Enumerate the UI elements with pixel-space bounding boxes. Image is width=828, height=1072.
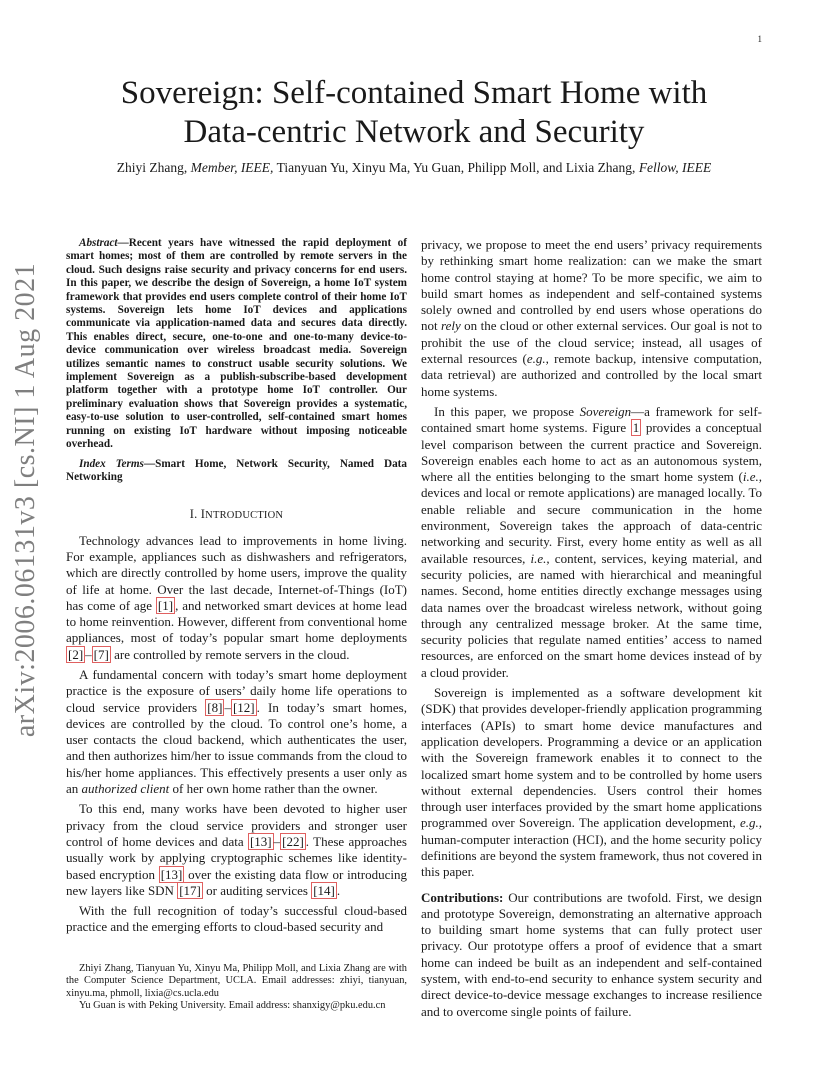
intro-paragraph-1 [66,533,407,663]
abstract-text: —Recent years have witnessed the rapid deployment of smart homes; most of them are controlled by remote servers in the cloud. Such designs raise security and privacy concerns for end users. In this paper, we describe the design of Sovereign, a home IoT system framework that provides end users complete control of their home IoT systems. Sovereign lets home IoT devices and applications communicate via application-named data and secures data directly. This enables direct, secure, one-to-one and one-to-many device-to-device communication over wireless broadcast media. Sovereign utilizes semantic names to construct usable security solutions. We implement Sovereign as a publish-subscribe-based development platform together with a prototype home IoT controller. Our preliminary evaluation shows that Sovereign provides a systematic, easy-to-use solution to user-controlled, self-contained smart homes running on existing IoT hardware without imposing noticeable overhead. [66,237,407,451]
arxiv-stamp [4,220,48,780]
emphasis: authorized client [81,781,170,797]
right-paragraph-3 [421,685,762,881]
text-run: of her own home rather than the owner. [169,781,378,797]
section-number: I. [189,507,201,522]
citation-link[interactable]: [13] [160,866,183,882]
emphasis: i.e., [742,469,762,485]
text-run: devices and local or remote applications) are managed locally. To enable reliable and secure communication in the home environment, Sovereign takes the approach of data-centric networking and security. First, every home entity as well as all available resources, [421,485,762,566]
section-first-letter: I [200,507,206,522]
title-line-2: Data-centric Network and Security [183,114,645,150]
text-run: or auditing services [202,882,312,898]
text-run: remote backup, intensive computation, data retrieval) are authorized and controlled by the local smart home systems. [421,351,762,399]
text-run: content, services, keying material, and security policies, are named with hierarchical and meaningful names. Second, home entities directly exchange messages using data names over the broadcast wireless network, without going through any centralized message broker. At the same time, security policies that regulate named entities’ access to named resources, are enforced on the smart home devices instead of by a cloud provider. [421,550,762,680]
intro-paragraph-3 [66,801,407,899]
abstract-label: Abstract [79,237,118,249]
emphasis: e.g., [526,351,549,367]
section-title-rest: NTRODUCTION [205,510,284,522]
citation-link[interactable]: [14] [313,882,335,898]
citation-link[interactable]: [22] [282,833,304,849]
page-number: 1 [757,34,762,44]
text-run: privacy, we propose to meet the end users’ privacy requirements by rethinking smart home realization: can we make the smart home control staying at home? To be more specific, we aim to build smart homes as independent and self-contained systems solely owned and controlled by end users whose operations do not [421,237,762,334]
author-first-role: Member, IEEE, [190,160,274,175]
arxiv-identifier: arXiv:2006.06131v3 [cs.NI] 1 Aug 2021 [10,262,42,738]
text-run: Technology advances lead to improvements in home living. For example, appliances such as dishwashers and refrigerators, which are directly controlled by home users, improve the quality of life at home. Over the last decade, Internet-of-Things (IoT) has come of age [66,532,407,613]
text-run: – [224,699,231,715]
text-run: Our contributions are twofold. First, we design and prototype Sovereign, demonstrating an alternative approach to building smart home systems that can fully protect user privacy. Our prototype offers a proof of evidence that a smart home can indeed be built as an independent and self-contained system, with end-to-end security to enhance system security and direct device-to-device message exchanges to increase resilience and to overcome single points of failure. [421,889,762,1019]
text-run: over the existing data flow or introducing new layers like SDN [66,866,408,898]
text-run: on the cloud or other external services. Our goal is not to prohibit the use of the cloud service; instead, all usages of external resources ( [421,318,762,367]
citation-link[interactable]: [13] [249,833,272,849]
figure-link[interactable]: 1 [632,420,640,436]
author-last-role: Fellow, IEEE [638,160,712,175]
emphasis: Sovereign [579,403,632,419]
author-middle: Tianyuan Yu, Xinyu Ma, Yu Guan, Philipp Moll, and Lixia Zhang, [273,160,639,175]
emphasis: i.e., [530,550,550,566]
text-run: are controlled by remote servers in the cloud. [110,646,350,662]
abstract [66,237,407,452]
paper-title [80,74,748,152]
right-column [421,237,762,1020]
footnotes [66,963,407,1013]
citation-link[interactable]: [7] [93,646,109,662]
text-run: , and networked smart devices at home lead to home reinvention. However, different from conventional home appliances, most of today’s popular smart home deployments [66,597,407,646]
section-heading-introduction [66,506,407,524]
text-run: provides a conceptual level comparison between the current practice and Sovereign. Sovereign enables each home to act as an autonomous system, where all the entities belonging to the smart home system ( [421,420,762,485]
citation-link[interactable]: [2] [68,646,84,662]
text-run: A fundamental concern with today’s smart home deployment practice is the exposure of users’ daily home life operations to cloud service providers [66,666,407,715]
index-terms-text: —Smart Home, Network Security, Named Data Networking [66,457,407,483]
title-line-1: Sovereign: Self-contained Smart Home with [120,75,708,111]
text-run: – [85,646,92,662]
emphasis: e.g., [739,815,762,831]
text-run: To this end, many works have been devoted to higher user privacy from the cloud service providers and stronger user control of home devices and data [66,801,407,849]
citation-link[interactable]: [1] [157,597,174,613]
citation-link[interactable]: [8] [207,699,223,715]
text-run: In this paper, we propose [434,403,580,419]
index-terms-label: Index Terms [79,457,144,470]
right-paragraph-2 [421,404,762,681]
index-terms [66,458,407,485]
text-run: . These approaches usually work by applying cryptographic schemes like identity-based encryption [66,833,407,882]
citation-link[interactable]: [12] [232,699,255,715]
contributions-paragraph [421,890,762,1020]
text-run: human-computer interaction (HCI), and the home security policy definitions are beyond the system framework, thus not covered in this paper. [421,831,762,880]
author-first: Zhiyi Zhang, [116,160,191,175]
emphasis: rely [441,318,461,334]
citation-link[interactable]: [17] [179,882,201,898]
author-list [60,160,768,176]
left-column [66,237,407,936]
text-run: . [336,882,341,898]
right-paragraph-1 [421,237,762,400]
text-run: . In today’s smart homes, devices are controlled by the cloud. To control one’s home, a user contacts the cloud backend, which authenticates the user, and then authorizes him/her to issue commands from the cloud to his/her home appliances. This effectively presents a user only as an [66,699,407,797]
text-run: – [273,833,281,849]
intro-paragraph-2 [66,667,407,797]
text-run: Sovereign is implemented as a software development kit (SDK) that provides developer-friendly application programming interfaces (APIs) to smart home device manufactures and application developers. Programming a device or an application with the Sovereign framework enables it to connect to the localized smart home system and to be controlled by home users without external dependencies. Users control their homes through user interfaces provided by the smart home applications programmed over Sovereign. The application development, [421,685,762,831]
text-run: —a framework for self-contained smart home systems. Figure [421,403,762,436]
contributions-heading: Contributions: [421,889,504,905]
footnote-affiliation-ucla: Zhiyi Zhang, Tianyuan Yu, Xinyu Ma, Philipp Moll, and Lixia Zhang are with the Computer Science Department, UCLA. Email addresses: zhiyi, tianyuan, xinyu.ma, phmoll, lixia@cs.ucla.edu [66,963,407,999]
footnote-affiliation-pku: Yu Guan is with Peking University. Email address: shanxigy@pku.edu.cn [79,1000,386,1012]
intro-paragraph-4: With the full recognition of today’s successful cloud-based practice and the emerging efforts to cloud-based security and [66,903,407,935]
